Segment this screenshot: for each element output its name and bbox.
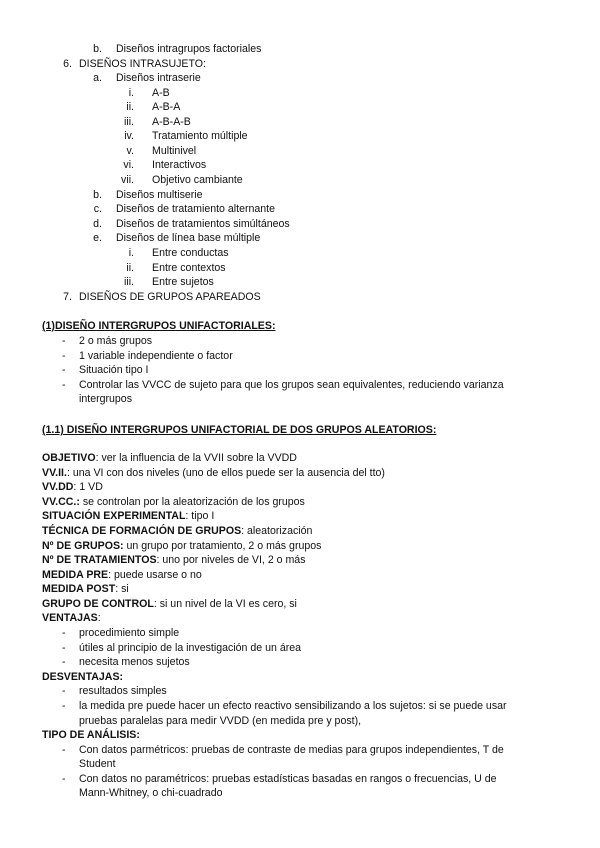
field-row: [42, 598, 297, 611]
field-row: [42, 510, 214, 523]
field-row: [42, 569, 202, 582]
bullet-item: necesita menos sujetos: [79, 656, 190, 668]
field-label: VV.DD: [42, 481, 74, 493]
bullet-item: la medida pre puede hacer un efecto reactivo sensibilizando a los sujetos: si se puede usar: [79, 700, 507, 712]
field-value: un grupo por tratamiento, 2 o más grupos: [123, 540, 322, 552]
bullet-dash: -: [62, 642, 66, 654]
bullet-item-continuation: intergrupos: [79, 393, 132, 405]
list-marker: 6.: [63, 58, 72, 70]
bullet-item: Con datos no paramétricos: pruebas estadísticas basadas en rangos o frecuencias, U de: [79, 773, 497, 785]
field-row: [42, 583, 129, 596]
list-item-text: Entre conductas: [152, 247, 229, 259]
bullet-item-continuation: Mann-Whitney, o chi-cuadrado: [79, 787, 223, 799]
field-label: Nº DE GRUPOS:: [42, 540, 124, 552]
list-marker: b.: [93, 189, 102, 201]
bullet-dash: -: [62, 350, 66, 362]
list-item-text: Diseños intragrupos factoriales: [116, 43, 262, 55]
list-item-text: Diseños de línea base múltiple: [116, 232, 261, 244]
desventajas-heading: DESVENTAJAS:: [42, 671, 124, 683]
list-marker: iii.: [123, 116, 134, 128]
bullet-dash: -: [62, 744, 66, 756]
field-label: VV.II.: [42, 467, 67, 479]
field-label: MEDIDA POST: [42, 583, 116, 595]
field-row: [42, 540, 321, 553]
bullet-dash: -: [62, 700, 66, 712]
list-marker: b.: [93, 43, 102, 55]
field-value: : 1 VD: [73, 481, 103, 493]
list-item-text: Diseños intraserie: [116, 72, 201, 84]
field-colon: :: [97, 612, 101, 624]
list-marker: 7.: [63, 291, 72, 303]
field-label: OBJETIVO: [42, 452, 96, 464]
list-marker: iii.: [123, 276, 134, 288]
section-heading: (1)DISEÑO INTERGRUPOS UNIFACTORIALES:: [42, 320, 276, 332]
field-label: TÉCNICA DE FORMACIÓN DE GRUPOS: [42, 525, 242, 537]
list-marker: iv.: [124, 130, 134, 142]
field-row: [42, 525, 312, 538]
field-value: se controlan por la aleatorización de los grupos: [79, 496, 305, 508]
field-row: [42, 452, 297, 465]
list-item-text: Entre sujetos: [152, 276, 214, 288]
field-label: VENTAJAS: [42, 612, 98, 624]
bullet-dash: -: [62, 773, 66, 785]
list-marker: ii.: [126, 101, 134, 113]
bullet-item: Con datos parmétricos: pruebas de contraste de medias para grupos independientes, T de: [79, 744, 504, 756]
field-value: : si: [115, 583, 129, 595]
list-item-text: Tratamiento múltiple: [152, 130, 248, 142]
ventajas-heading: [42, 612, 101, 625]
field-label: Nº DE TRATAMIENTOS: [42, 554, 157, 566]
bullet-item: 1 variable independiente o factor: [79, 350, 233, 362]
list-marker: a.: [93, 72, 102, 84]
list-marker: e.: [93, 232, 102, 244]
field-value: : una VI con dos niveles (uno de ellos puede ser la ausencia del tto): [66, 467, 385, 479]
bullet-item: 2 o más grupos: [79, 335, 153, 347]
field-label: SITUACIÓN EXPERIMENTAL: [42, 510, 186, 522]
field-value: : ver la influencia de la VVII sobre la VVDD: [95, 452, 297, 464]
field-row: [42, 554, 306, 567]
bullet-dash: -: [62, 379, 66, 391]
field-value: : uno por niveles de VI, 2 o más: [156, 554, 306, 566]
bullet-item: procedimiento simple: [79, 627, 180, 639]
bullet-dash: -: [62, 656, 66, 668]
list-item-text: DISEÑOS DE GRUPOS APAREADOS: [79, 291, 261, 303]
bullet-item-continuation: pruebas paralelas para medir VVDD (en medida pre y post),: [79, 715, 362, 727]
bullet-item-continuation: Student: [79, 758, 116, 770]
bullet-dash: -: [62, 364, 66, 376]
list-item-text: Diseños de tratamiento alternante: [116, 203, 275, 215]
field-row: [42, 481, 103, 494]
list-marker: i.: [128, 87, 134, 99]
list-marker: d.: [93, 218, 102, 230]
field-value: : puede usarse o no: [108, 569, 202, 581]
list-marker: vii.: [121, 174, 134, 186]
list-item-text: Multinivel: [152, 145, 197, 157]
list-item-text: A-B-A: [152, 101, 181, 113]
field-row: [42, 496, 305, 509]
list-item-text: Objetivo cambiante: [152, 174, 243, 186]
bullet-item: resultados simples: [79, 685, 167, 697]
list-marker: ii.: [126, 262, 134, 274]
section-heading: (1.1) DISEÑO INTERGRUPOS UNIFACTORIAL DE DOS GRUPOS ALEATORIOS:: [42, 424, 437, 436]
list-marker: v.: [126, 145, 134, 157]
bullet-dash: -: [62, 627, 66, 639]
bullet-item: Controlar las VVCC de sujeto para que los grupos sean equivalentes, reduciendo varianza: [79, 379, 504, 391]
list-item-text: Diseños multiserie: [116, 189, 203, 201]
field-label: GRUPO DE CONTROL: [42, 598, 154, 610]
list-item-text: DISEÑOS INTRASUJETO:: [79, 58, 206, 70]
field-value: : tipo I: [185, 510, 215, 522]
list-item-text: A-B-A-B: [152, 116, 191, 128]
field-label: VV.CC.:: [42, 496, 80, 508]
list-marker: vi.: [123, 159, 134, 171]
bullet-dash: -: [62, 685, 66, 697]
analisis-heading: TIPO DE ANÁLISIS:: [42, 729, 140, 741]
list-item-text: Entre contextos: [152, 262, 226, 274]
bullet-item: Situación tipo I: [79, 364, 149, 376]
list-item-text: Interactivos: [152, 159, 207, 171]
field-row: [42, 467, 385, 480]
bullet-item: útiles al principio de la investigación de un área: [79, 642, 302, 654]
field-value: : si un nivel de la VI es cero, si: [153, 598, 297, 610]
bullet-dash: -: [62, 335, 66, 347]
field-label: MEDIDA PRE: [42, 569, 109, 581]
field-value: : aleatorización: [241, 525, 313, 537]
list-item-text: A-B: [152, 87, 170, 99]
list-item-text: Diseños de tratamientos simúltáneos: [116, 218, 290, 230]
list-marker: i.: [128, 247, 134, 259]
list-marker: c.: [93, 203, 102, 215]
